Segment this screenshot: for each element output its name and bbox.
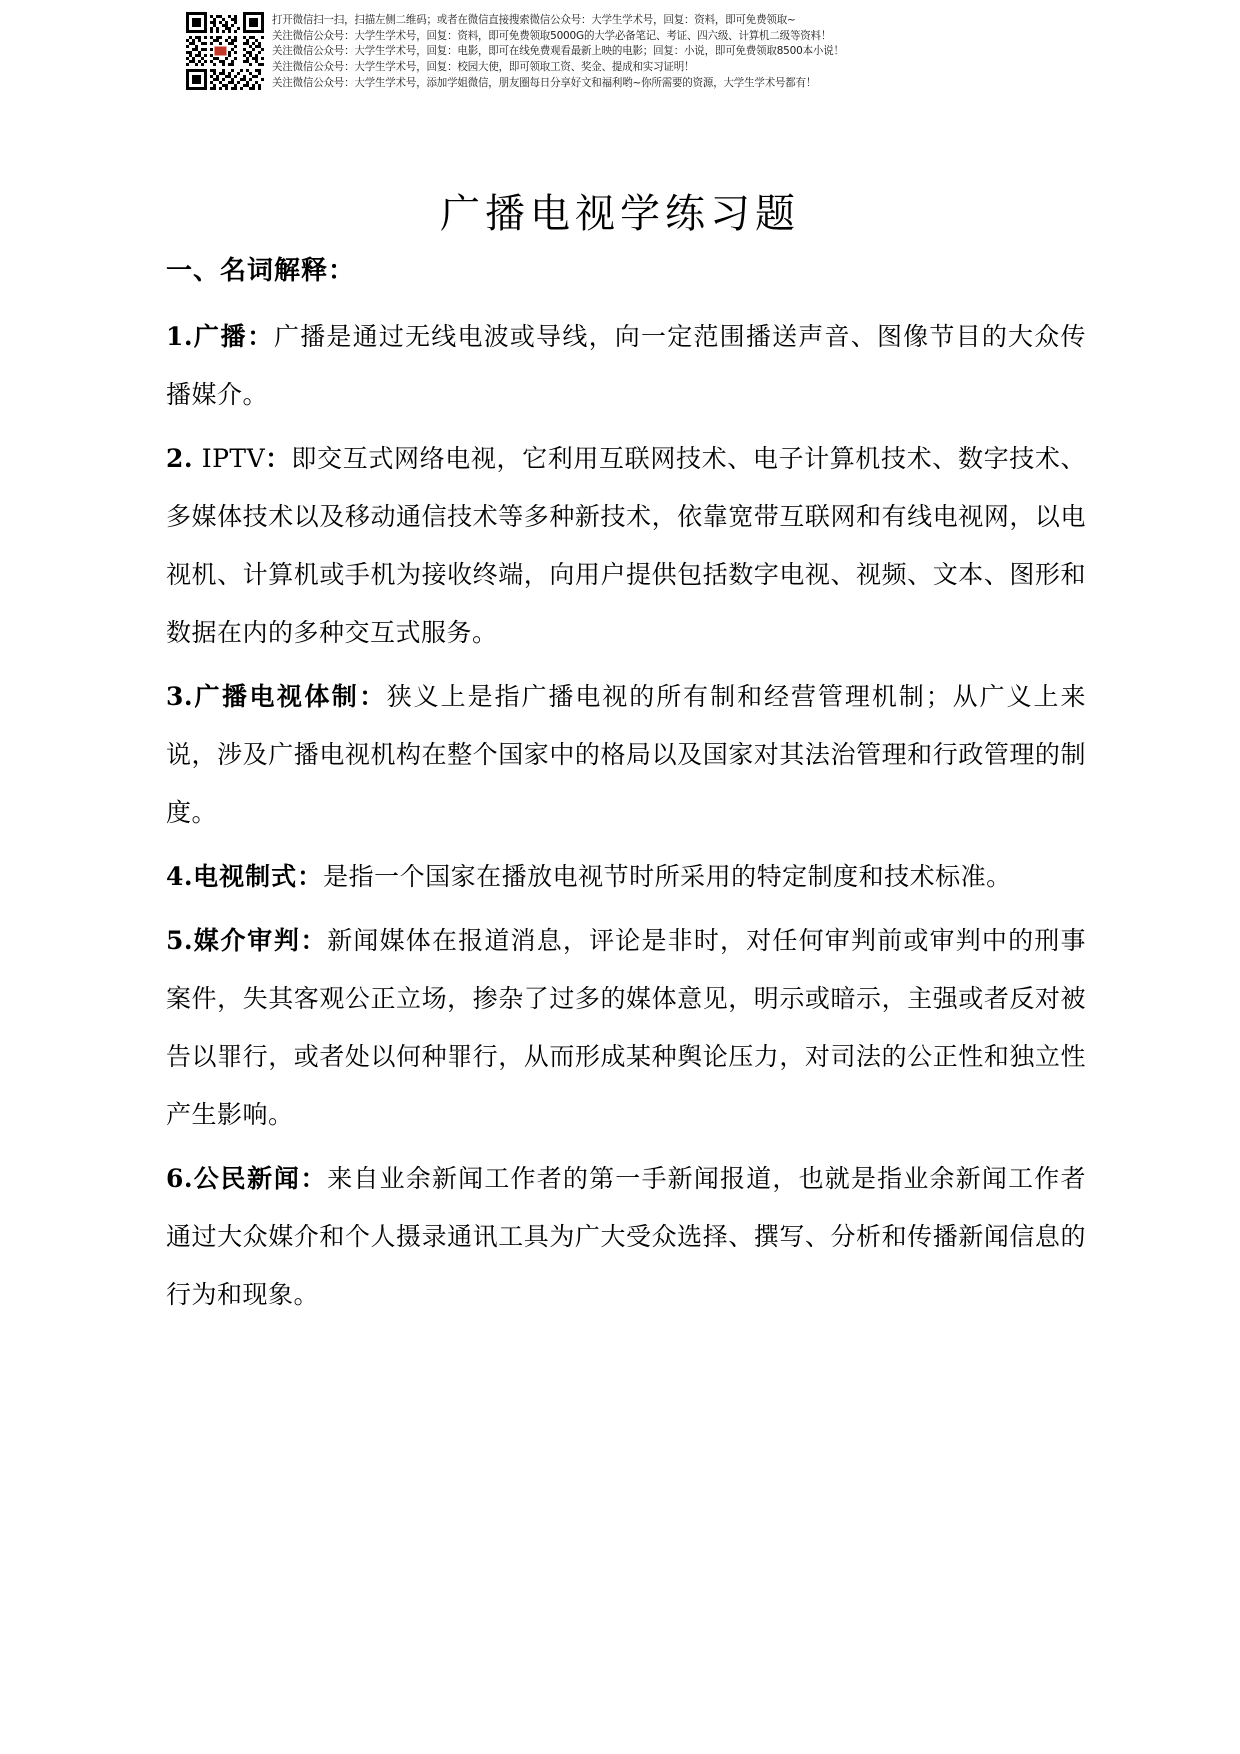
entry-definition: 即交互式网络电视，它利用互联网技术、电子计算机技术、数字技术、多媒体技术以及移动通信技术等多种新技术，依靠宽带互联网和有线电视网，以电视机、计算机或手机为接收终端，向用户提供包括数字电视、视频、文本、图形和数据在内的多种交互式服务。 (166, 444, 1086, 647)
entry-colon: ： (265, 444, 292, 473)
entry-term: 媒介审判 (193, 926, 301, 955)
definition-entry-2 (166, 430, 1086, 662)
page-title: 广播电视学练习题 (440, 191, 800, 237)
entry-colon: ： (247, 322, 274, 351)
definition-entry-6 (166, 1150, 1086, 1324)
promo-text-block (272, 12, 1086, 91)
entry-colon: ： (359, 682, 387, 711)
definition-entry-3 (166, 668, 1086, 842)
promo-line-2: 关注微信公众号：大学生学术号，回复：资料，即可免费领取5000G的大学必备笔记、考证、四六级、计算机二级等资料！ (272, 29, 832, 42)
entry-number: 4. (166, 862, 194, 891)
entry-number: 6. (166, 1164, 194, 1193)
entry-number: 1. (166, 322, 194, 351)
entry-definition: 广播是通过无线电波或导线，向一定范围播送声音、图像节目的大众传播媒介。 (166, 322, 1086, 409)
entry-definition: 来自业余新闻工作者的第一手新闻报道，也就是指业余新闻工作者通过大众媒介和个人摄录通讯工具为广大受众选择、撰写、分析和传播新闻信息的行为和现象。 (166, 1164, 1086, 1309)
entry-term: IPTV (201, 444, 266, 473)
definition-entry-1 (166, 308, 1086, 424)
entry-term: 广播 (193, 322, 248, 351)
entry-definition: 狭义上是指广播电视的所有制和经营管理机制；从广义上来说，涉及广播电视机构在整个国家中的格局以及国家对其法治管理和行政管理的制度。 (166, 682, 1086, 827)
entry-colon: ： (300, 1164, 328, 1193)
document-content (166, 258, 1086, 1330)
definition-entry-4 (166, 848, 1086, 906)
promo-line-1: 打开微信扫一扫，扫描左侧二维码；或者在微信直接搜索微信公众号：大学生学术号，回复：资料，即可免费领取~ (272, 13, 796, 27)
promo-line-5: 关注微信公众号：大学生学术号，添加学姐微信，朋友圈每日分享好文和福利哟~你所需要的资源，大学生学术号都有！ (272, 76, 817, 89)
entry-term: 电视制式 (193, 862, 298, 891)
definition-entry-5 (166, 912, 1086, 1144)
promo-header (186, 12, 1086, 91)
promo-line-3: 关注微信公众号：大学生学术号，回复：电影，即可在线免费观看最新上映的电影；回复：小说，即可免费领取8500本小说！ (272, 45, 844, 58)
entry-definition: 新闻媒体在报道消息，评论是非时，对任何审判前或审判中的刑事案件，失其客观公正立场，掺杂了过多的媒体意见，明示或暗示，主强或者反对被告以罪行，或者处以何种罪行，从而形成某种舆论压力，对司法的公正性和独立性产生影响。 (166, 926, 1086, 1129)
entry-number: 3. (166, 682, 194, 711)
entry-colon: ： (300, 926, 328, 955)
entry-number: 2. (166, 444, 194, 473)
promo-line-4: 关注微信公众号：大学生学术号，回复：校园大使，即可领取工资、奖金、提成和实习证明！ (272, 60, 695, 74)
qr-code-icon (186, 12, 264, 90)
entry-colon: ： (297, 862, 324, 891)
entry-term: 公民新闻 (193, 1164, 301, 1193)
section-heading-terms: 一、名词解释： (166, 256, 356, 286)
entry-definition: 是指一个国家在播放电视节时所采用的特定制度和技术标准。 (323, 862, 1012, 891)
entry-number: 5. (166, 926, 194, 955)
entry-term: 广播电视体制 (193, 682, 360, 711)
